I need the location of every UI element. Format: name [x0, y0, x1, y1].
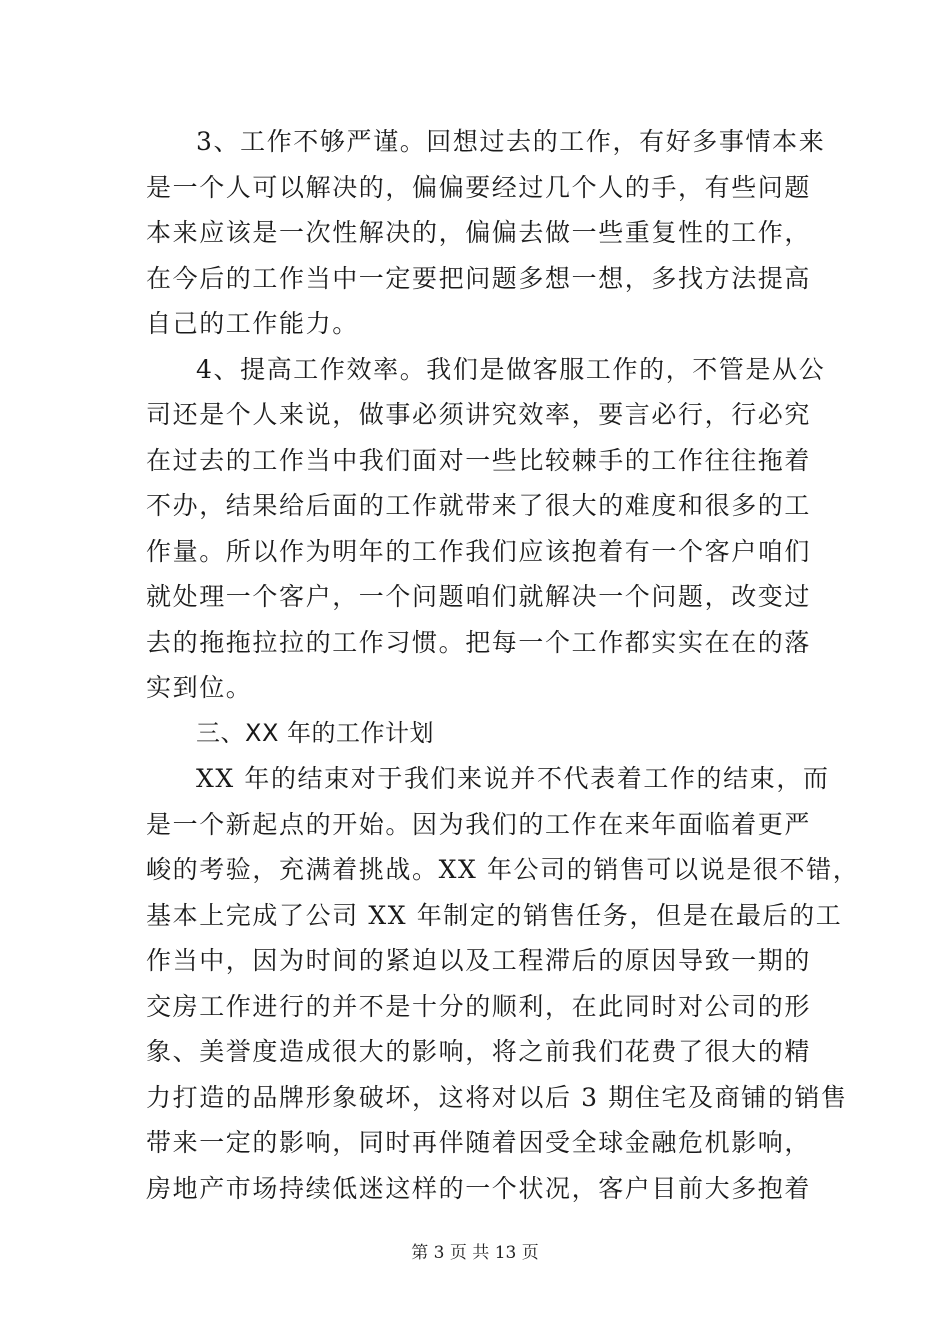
text-line: 在今后的工作当中一定要把问题多想一想，多找方法提高 — [146, 263, 812, 293]
text-line: 是一个新起点的开始。因为我们的工作在来年面临着更严 — [146, 809, 812, 839]
text-line: 不办，结果给后面的工作就带来了很大的难度和很多的工 — [146, 491, 812, 520]
text-line: 在过去的工作当中我们面对一些比较棘手的工作往往拖着 — [146, 445, 812, 475]
text-line: 司还是个人来说，做事必须讲究效率，要言必行，行必究 — [146, 400, 812, 429]
text-line: 作量。所以作为明年的工作我们应该抱着有一个客户咱们 — [146, 536, 812, 566]
text-line: 带来一定的影响，同时再伴随着因受全球金融危机影响， — [146, 1128, 812, 1157]
text-line: 4、提高工作效率。我们是做客服工作的，不管是从公 — [196, 354, 826, 384]
page-footer: 第 3 页 共 13 页 — [411, 1243, 539, 1263]
text-line: 自己的工作能力。 — [146, 309, 359, 338]
text-line: 力打造的品牌形象破坏，这将对以后 3 期住宅及商铺的销售 — [146, 1082, 848, 1112]
text-line: 房地产市场持续低迷这样的一个状况，客户目前大多抱着 — [146, 1173, 812, 1203]
text-line: 基本上完成了公司 XX 年制定的销售任务，但是在最后的工 — [146, 900, 843, 930]
text-line: 实到位。 — [146, 673, 253, 702]
section-heading: 三、XX 年的工作计划 — [196, 718, 435, 747]
document-body — [146, 119, 860, 1211]
text-line: 作当中，因为时间的紧迫以及工程滞后的原因导致一期的 — [146, 946, 812, 975]
text-line: XX 年的结束对于我们来说并不代表着工作的结束，而 — [196, 764, 830, 793]
text-line: 本来应该是一次性解决的，偏偏去做一些重复性的工作， — [146, 218, 812, 247]
text-line: 去的拖拖拉拉的工作习惯。把每一个工作都实实在在的落 — [146, 627, 812, 657]
text-line: 3、工作不够严谨。回想过去的工作，有好多事情本来 — [196, 127, 826, 156]
text-line: 就处理一个客户，一个问题咱们就解决一个问题，改变过 — [146, 582, 812, 611]
text-line: 交房工作进行的并不是十分的顺利，在此同时对公司的形 — [146, 991, 812, 1021]
text-line: 象、美誉度造成很大的影响，将之前我们花费了很大的精 — [146, 1037, 812, 1066]
text-line: 是一个人可以解决的，偏偏要经过几个人的手，有些问题 — [146, 172, 812, 202]
text-line: 峻的考验，充满着挑战。XX 年公司的销售可以说是很不错， — [146, 855, 860, 884]
